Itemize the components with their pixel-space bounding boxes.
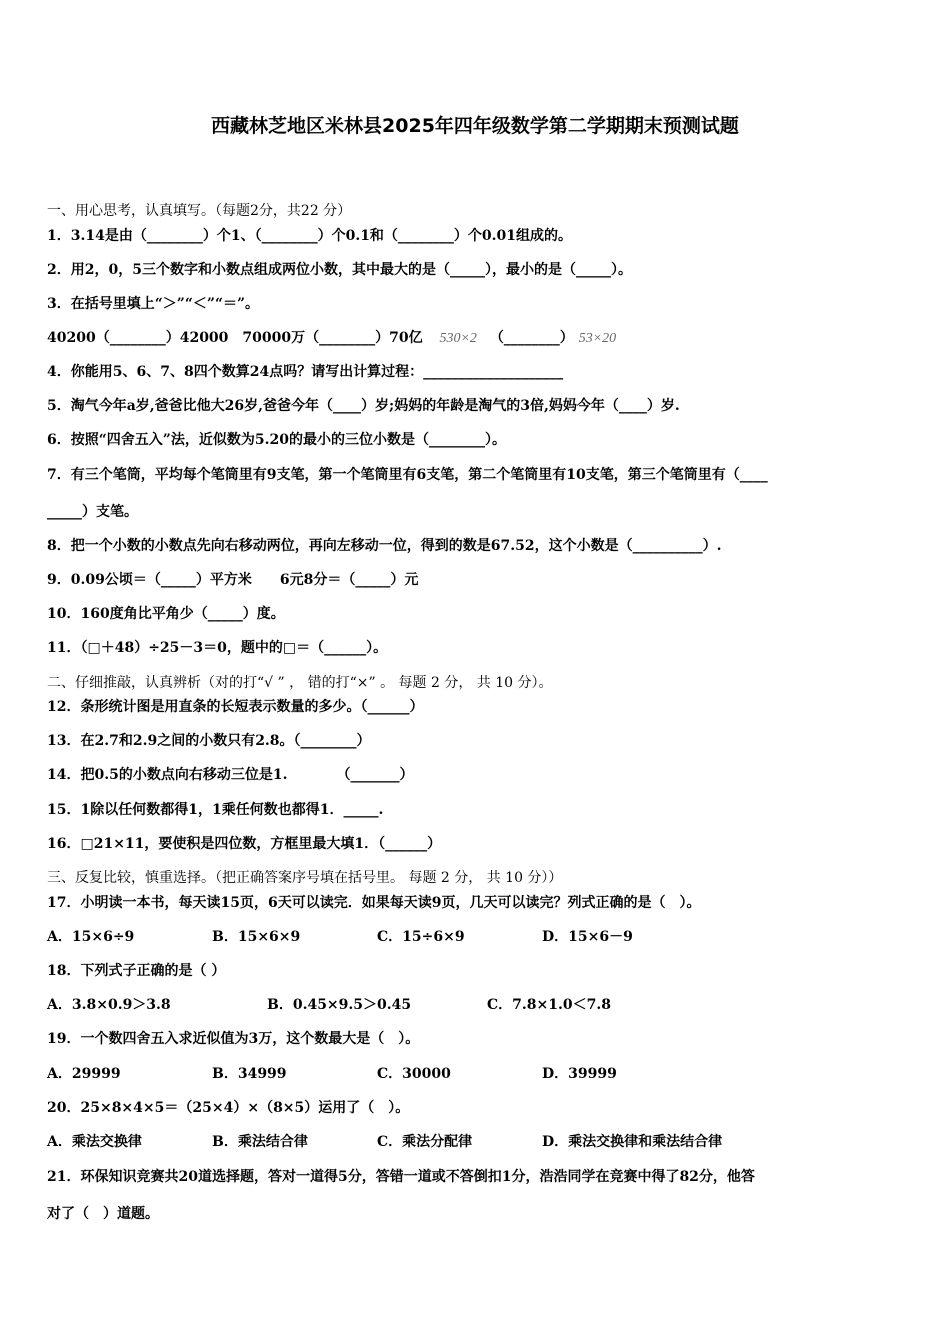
- question-18: 18．下列式子正确的是（ ）: [47, 963, 226, 979]
- question-3-blank: （________）: [489, 330, 574, 346]
- q17-option-d: D．15×6－9: [542, 929, 633, 945]
- q20-option-b: B．乘法结合律: [212, 1134, 308, 1150]
- q20-option-c: C．乘法分配律: [377, 1134, 473, 1150]
- q17-option-b: B．15×6×9: [212, 929, 301, 945]
- q17-option-a: A．15×6÷9: [47, 929, 135, 945]
- question-7-line-1: 7．有三个笔筒，平均每个笔筒里有9支笔，第一个笔筒里有6支笔，第二个笔筒里有10支笔，第三个笔筒里有（____: [47, 467, 768, 483]
- q18-option-b: B．0.45×9.5＞0.45: [267, 997, 412, 1013]
- question-8: 8．把一个小数的小数点先向右移动两位，再向左移动一位，得到的数是67.52，这个小数是（__________）.: [47, 538, 722, 554]
- section-1-heading: 一、用心思考，认真填写。（每题2分，共22 分）: [47, 203, 352, 219]
- q19-option-d: D．39999: [542, 1066, 617, 1082]
- question-3-row: [47, 328, 616, 349]
- question-6: 6．按照“四舍五入”法，近似数为5.20的最小的三位小数是（________）。: [47, 432, 506, 448]
- q20-option-d: D．乘法交换律和乘法结合律: [542, 1134, 723, 1150]
- question-15: 15．1除以任何数都得1，1乘任何数也都得1．_____.: [47, 802, 384, 818]
- question-1: 1．3.14是由（________）个1、（________）个0.1和（________）个0.01组成的。: [47, 228, 573, 244]
- question-10: 10．160度角比平角少（_____）度。: [47, 606, 285, 622]
- question-21-line-1: 21．环保知识竞赛共20道选择题，答对一道得5分，答错一道或不答倒扣1分，浩浩同学在竞赛中得了82分，他答: [47, 1169, 755, 1185]
- q18-option-a: A．3.8×0.9＞3.8: [47, 997, 171, 1013]
- q20-option-a: A．乘法交换律: [47, 1134, 142, 1150]
- question-3-left-expr: 530×2: [439, 331, 477, 346]
- section-2-heading: 二、仔细推敲，认真辨析（对的打“√ ” ， 错的打“×” 。 每题 2 分， 共 10 分）。: [47, 675, 553, 691]
- question-7-line-2: _____）支笔。: [47, 504, 138, 520]
- question-3-right-expr: 53×20: [578, 331, 617, 346]
- question-9: 9．0.09公顷＝（_____）平方米 6元8分＝（_____）元: [47, 572, 419, 588]
- question-21-line-2: 对了（ ）道题。: [47, 1206, 159, 1222]
- question-12: 12．条形统计图是用直条的长短表示数量的多少。（______）: [47, 699, 424, 715]
- question-19: 19．一个数四舍五入求近似值为3万，这个数最大是（ ）。: [47, 1031, 420, 1047]
- question-17: 17．小明读一本书，每天读15页，6天可以读完．如果每天读9页，几天可以读完？列式正确的是（ ）。: [47, 895, 701, 911]
- q17-option-c: C．15÷6×9: [377, 929, 465, 945]
- question-11: 11．（□＋48）÷25－3＝0，题中的□＝（______）。: [47, 640, 388, 656]
- section-3-heading: 三、反复比较，慎重选择。（把正确答案序号填在括号里。 每题 2 分， 共 10 分））: [47, 870, 563, 886]
- q19-option-c: C．30000: [377, 1066, 451, 1082]
- question-3-part-a: 40200（________）42000 70000万（________）70亿: [47, 330, 423, 346]
- q19-option-a: A．29999: [47, 1066, 121, 1082]
- question-2: 2．用2，0，5三个数字和小数点组成两位小数，其中最大的是（_____），最小的是（_____）。: [47, 262, 632, 278]
- question-5: 5．淘气今年a岁,爸爸比他大26岁,爸爸今年（____）岁;妈妈的年龄是淘气的3倍,妈妈今年（____）岁.: [47, 398, 680, 414]
- question-14: 14．把0.5的小数点向右移动三位是1. （_______）: [47, 767, 414, 783]
- question-4: 4．你能用5、6、7、8四个数算24点吗？请写出计算过程：____________________: [47, 364, 564, 380]
- q19-option-b: B．34999: [212, 1066, 287, 1082]
- question-20: 20．25×8×4×5＝（25×4）×（8×5）运用了（ ）。: [47, 1100, 410, 1116]
- question-13: 13．在2.7和2.9之间的小数只有2.8。（________）: [47, 733, 371, 749]
- page-title: 西藏林芝地区米林县2025年四年级数学第二学期期末预测试题: [211, 115, 739, 137]
- q18-option-c: C．7.8×1.0＜7.8: [487, 997, 611, 1013]
- question-3: 3．在括号里填上“＞”“＜”“＝”。: [47, 296, 260, 312]
- question-16: 16．□21×11，要使积是四位数，方框里最大填1．（______）: [47, 836, 442, 852]
